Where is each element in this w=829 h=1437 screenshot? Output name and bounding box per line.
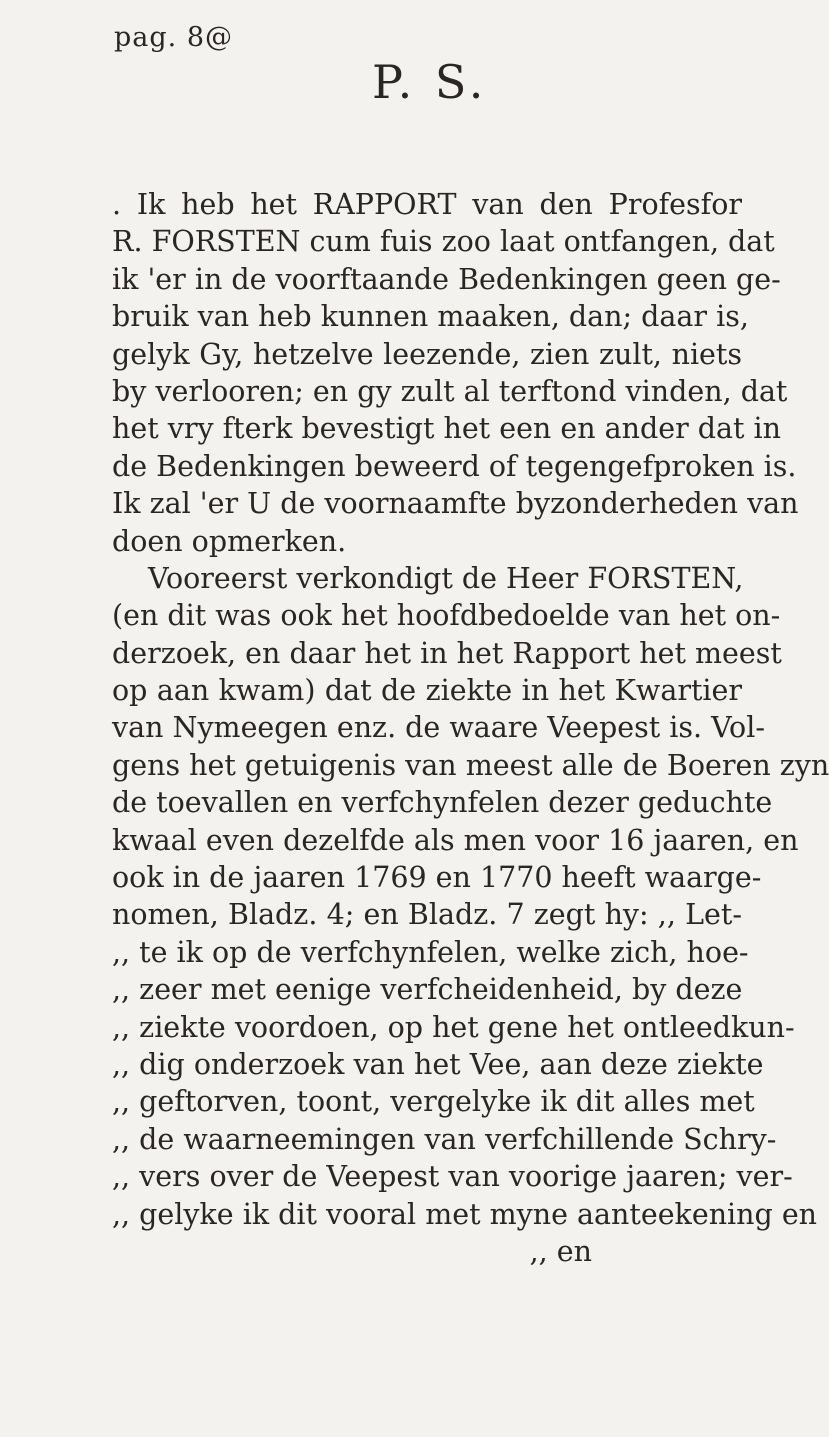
text-line: ,, gelyke ik dit vooral met myne aanteekening en bbox=[112, 1197, 818, 1231]
section-header: P. S. bbox=[372, 55, 488, 109]
text-line: Vooreerst verkondigt de Heer FORSTEN, bbox=[148, 561, 744, 595]
text-line: het vry fterk bevestigt het een en ander dat in bbox=[112, 412, 781, 446]
text-line: by verlooren; en gy zult al terftond vinden, dat bbox=[112, 374, 788, 408]
text-line: (en dit was ook het hoofdbedoelde van het on- bbox=[112, 599, 781, 633]
text-line: . Ik heb het RAPPORT van den Profesfor bbox=[112, 188, 742, 221]
text-line: R. FORSTEN cum fuis zoo laat ontfangen, dat bbox=[112, 225, 775, 259]
page-number: pag. 8@ bbox=[114, 22, 234, 53]
text-line: bruik van heb kunnen maaken, dan; daar is, bbox=[112, 300, 749, 334]
text-line: ,, zeer met eenige verfcheidenheid, by deze bbox=[112, 973, 743, 1007]
text-line: ook in de jaaren 1769 en 1770 heeft waarge- bbox=[112, 861, 762, 895]
text-line: nomen, Bladz. 4; en Bladz. 7 zegt hy: ,, Let- bbox=[112, 898, 742, 932]
text-line: derzoek, en daar het in het Rapport het meest bbox=[112, 636, 782, 670]
text-line: ,, vers over de Veepest van voorige jaaren; ver- bbox=[112, 1160, 793, 1194]
text-line: gelyk Gy, hetzelve leezende, zien zult, niets bbox=[112, 337, 742, 371]
text-line: kwaal even dezelfde als men voor 16 jaaren, en bbox=[112, 823, 799, 857]
text-line: op aan kwam) dat de ziekte in het Kwartier bbox=[112, 674, 742, 708]
text-line: ik 'er in de voorftaande Bedenkingen geen ge- bbox=[112, 262, 781, 296]
text-line: doen opmerken. bbox=[112, 524, 347, 558]
text-line: Ik zal 'er U de voornaamfte byzonderheden van bbox=[112, 487, 799, 521]
text-line: gens het getuigenis van meest alle de Boeren zyn bbox=[112, 748, 829, 782]
text-line: ,, dig onderzoek van het Vee, aan deze ziekte bbox=[112, 1047, 764, 1081]
text-line: ,, te ik op de verfchynfelen, welke zich, hoe- bbox=[112, 935, 749, 969]
text-line: ,, de waarneemingen van verfchillende Schry- bbox=[112, 1122, 777, 1156]
text-line: de toevallen en verfchynfelen dezer geduchte bbox=[112, 786, 773, 820]
text-line: van Nymeegen enz. de waare Veepest is. Vol- bbox=[112, 711, 765, 745]
body-text bbox=[112, 186, 829, 1270]
text-line: ,, ziekte voordoen, op het gene het ontleedkun- bbox=[112, 1010, 795, 1044]
text-line: ,, geftorven, toont, vergelyke ik dit alles met bbox=[112, 1085, 755, 1119]
text-line: de Bedenkingen beweerd of tegengefproken is. bbox=[112, 449, 797, 483]
catchword: ,, en bbox=[529, 1234, 592, 1268]
